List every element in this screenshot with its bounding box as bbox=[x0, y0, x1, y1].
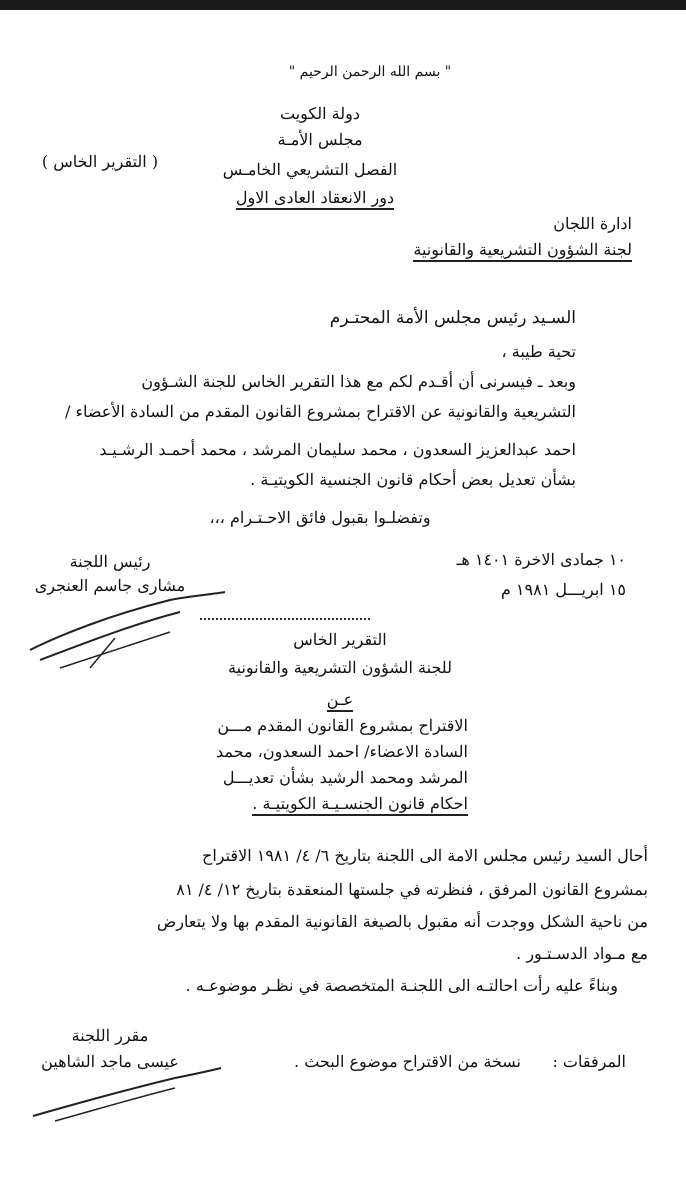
report-line: السادة الاعضاء/ احمد السعدون، محمد bbox=[216, 742, 468, 761]
divider-dots bbox=[200, 618, 370, 620]
body-line: أحال السيد رئيس مجلس الامة الى اللجنة بتاريخ ٦/ ٤/ ١٩٨١ الاقتراح bbox=[202, 846, 648, 865]
letter-addressee: السـيد رئيس مجلس الأمة المحتـرم bbox=[329, 308, 576, 328]
header-state: دولة الكويت bbox=[280, 104, 360, 123]
header-session bbox=[215, 188, 415, 208]
rapporteur-title: مقرر اللجنة bbox=[71, 1026, 149, 1045]
letter-body-line: وبعد ـ فيسرنى أن أقـدم لكم مع هذا التقرير الخاس للجنة الشـؤون bbox=[141, 372, 576, 391]
letter-body-line: التشريعية والقانونية عن الاقتراح بمشروع القانون المقدم من السادة الأعضاء / bbox=[65, 402, 576, 421]
report-label: ( التقرير الخاس ) bbox=[41, 152, 159, 171]
rapporteur-signature bbox=[25, 1066, 225, 1126]
body-conclusion: وبناءً عليه رأت احالتـه الى اللجنـة المتخصصة في نظـر موضوعـه . bbox=[185, 976, 618, 995]
letter-greeting: تحية طيبة ، bbox=[501, 342, 576, 361]
department-committee-text: لجنة الشؤون التشريعية والقانونية bbox=[413, 240, 632, 262]
chair-signature bbox=[20, 590, 230, 675]
report-about bbox=[300, 690, 380, 710]
attachments-label: المرفقات : bbox=[552, 1052, 626, 1071]
report-line-text: احكام قانون الجنسـيـة الكويتيـة . bbox=[252, 794, 468, 816]
department-name: ادارة اللجان bbox=[553, 214, 632, 233]
letter-body-line: بشأن تعديل بعض أحكام قانون الجنسية الكويتيـة . bbox=[250, 470, 576, 489]
report-line bbox=[168, 794, 468, 814]
basmala: " بسم الله الرحمن الرحيم " bbox=[288, 64, 452, 80]
date-hijri: ١٠ جمادى الاخرة ١٤٠١ هـ bbox=[456, 550, 626, 569]
body-line: بمشروع القانون المرفق ، فنظرته في جلستها المنعقدة بتاريخ ١٢/ ٤/ ٨١ bbox=[176, 880, 648, 899]
top-border bbox=[0, 0, 686, 10]
report-title: التقرير الخاس bbox=[293, 630, 387, 649]
header-session-text: دور الانعقاد العادى الاول bbox=[236, 188, 394, 210]
header-council: مجلس الأمـة bbox=[277, 130, 363, 149]
report-line: المرشد ومحمد الرشيد بشأن تعديـــل bbox=[222, 768, 468, 787]
department-committee bbox=[352, 240, 632, 260]
attachments-text: نسخة من الاقتراح موضوع البحث . bbox=[294, 1052, 521, 1071]
chair-title: رئيس اللجنة bbox=[69, 552, 151, 571]
report-committee: للجنة الشؤون التشريعية والقانونية bbox=[228, 658, 452, 677]
rapporteur-name: عيسى ماجد الشاهين bbox=[41, 1052, 179, 1071]
chair-name: مشارى جاسم العنجرى bbox=[34, 576, 186, 595]
body-line: مع مـواد الدسـتـور . bbox=[516, 944, 648, 963]
date-gregorian: ١٥ ابريـــل ١٩٨١ م bbox=[500, 580, 626, 599]
letter-body-line: احمد عبدالعزيز السعدون ، محمد سليمان المرشد ، محمد أحمـد الرشـيـد bbox=[99, 440, 576, 459]
body-line: من ناحية الشكل ووجدت أنه مقبول بالصيغة القانونية المقدم بها ولا يتعارض bbox=[156, 912, 648, 931]
letter-closing: وتفضلـوا بقبول فائق الاحـتـرام ،،، bbox=[209, 508, 431, 527]
header-term: الفصل التشريعي الخامـس bbox=[222, 160, 398, 179]
report-line: الاقتراح بمشروع القانون المقدم مـــن bbox=[217, 716, 468, 735]
report-about-text: عـن bbox=[327, 690, 353, 712]
